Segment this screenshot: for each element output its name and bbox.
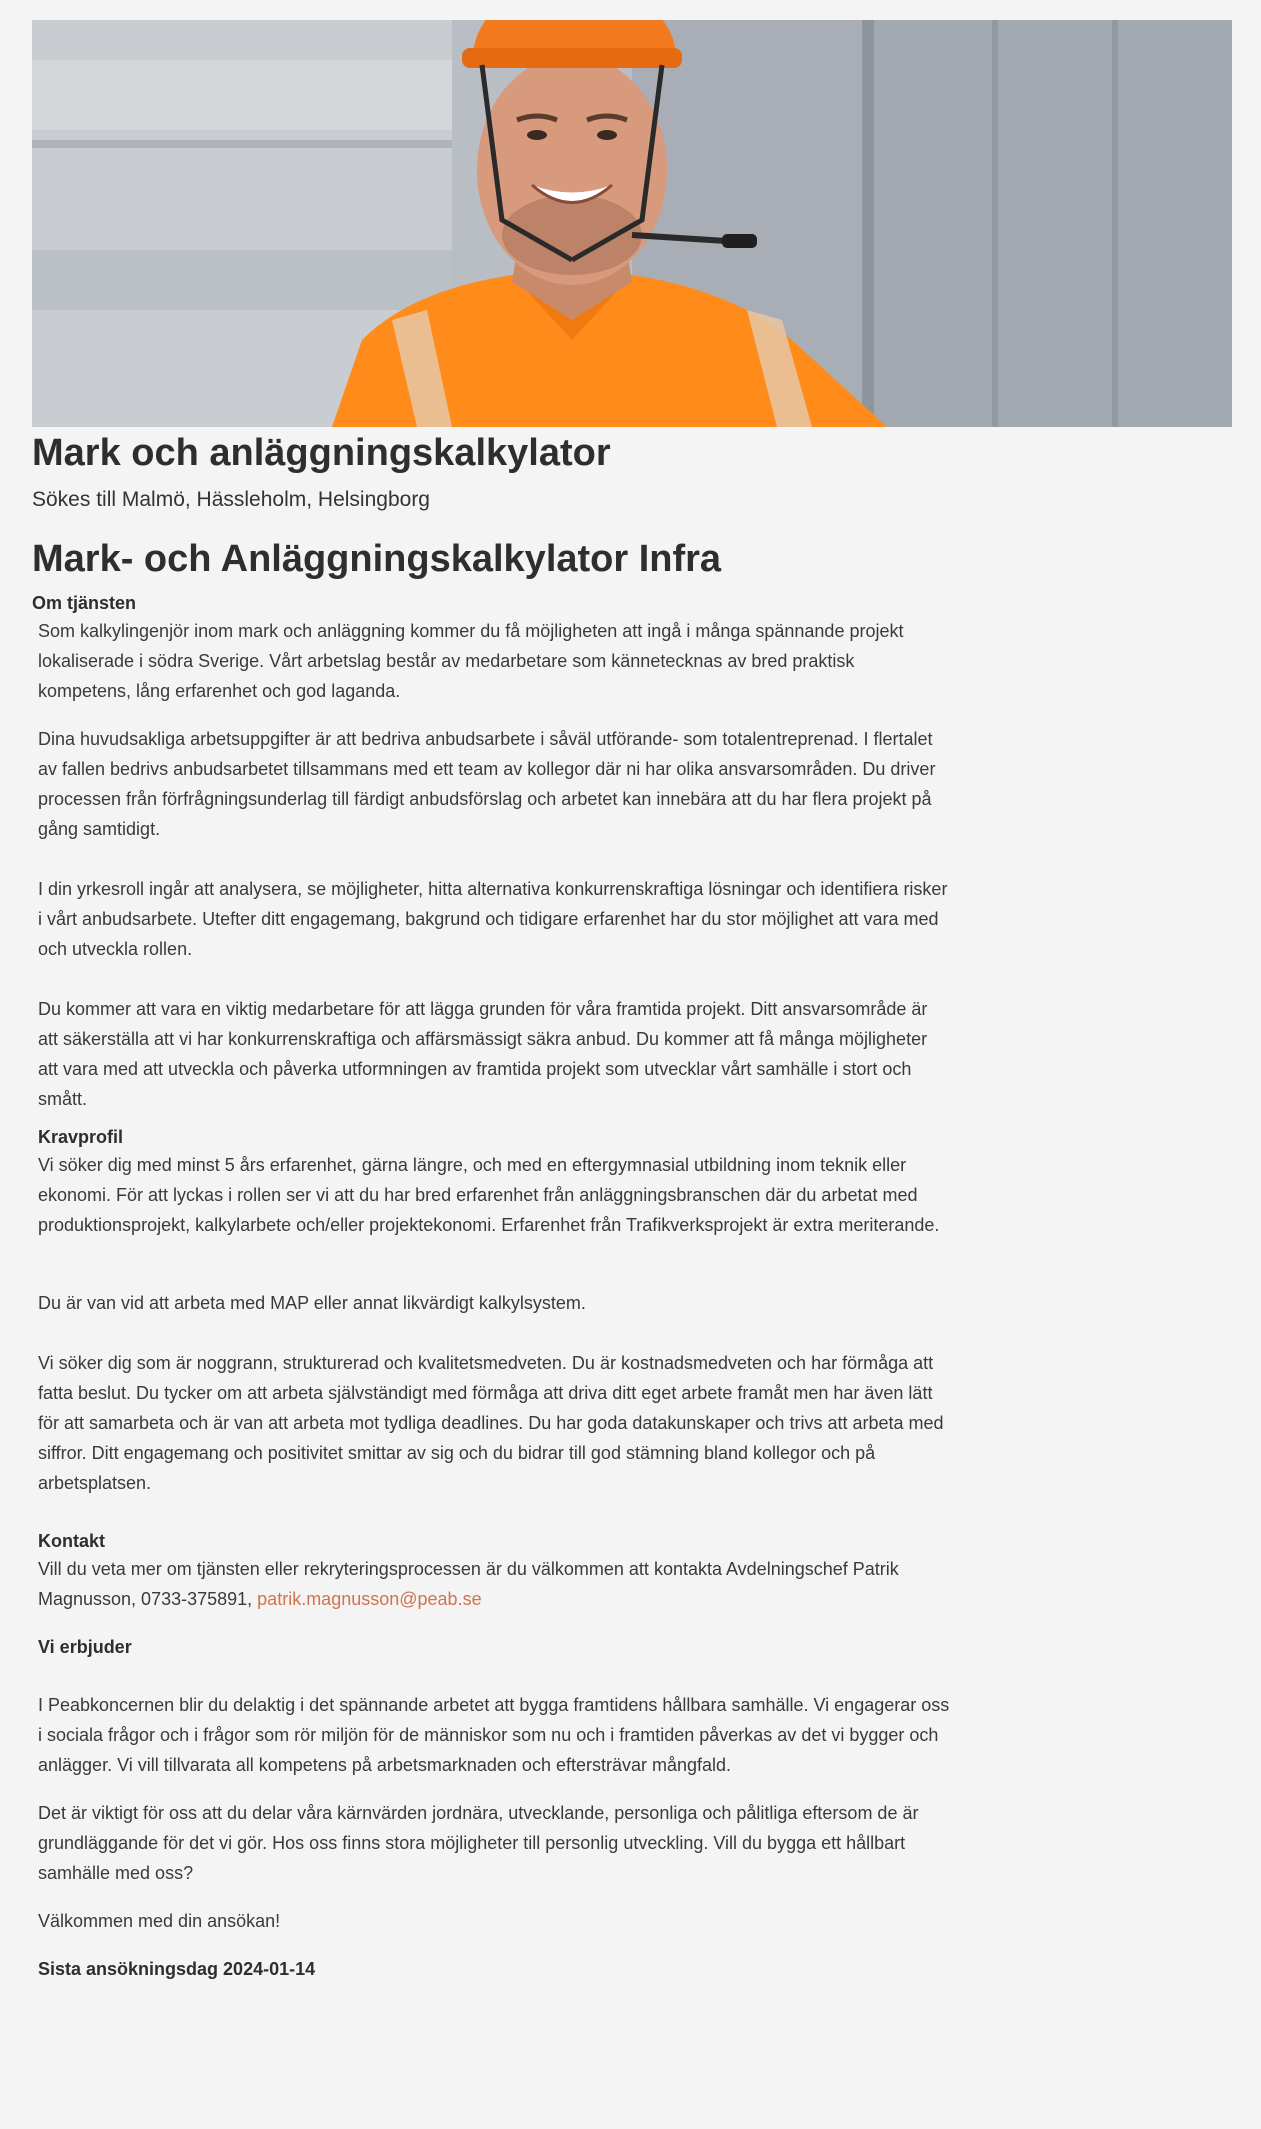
kravprofil-paragraph: Du är van vid att arbeta med MAP eller annat likvärdigt kalkylsystem. (38, 1293, 586, 1313)
om-tjansten-paragraph: Du kommer att vara en viktig medarbetare för att lägga grunden för våra framtida projekt. Ditt ansvarsområde är att säkerställa att vi har konkurrenskraftiga och affärsmässigt säkra anbud. Du kommer att få många möjligheter att vara med att utveckla och påverka utformningen av framtida projekt som utvecklar vårt samhälle i stort och smått. (38, 999, 928, 1109)
section-heading-kravprofil: Kravprofil (38, 1127, 124, 1147)
kontakt-paragraph (38, 1554, 952, 1614)
section-om-tjansten (32, 616, 952, 1982)
section-heading-vi-erbjuder: Vi erbjuder (38, 1637, 132, 1657)
kravprofil-paragraph: Vi söker dig med minst 5 års erfarenhet, gärna längre, och med en eftergymnasial utbildning inom teknik eller ekonomi. För att lyckas i rollen ser vi att du har bred erfarenhet från anläggningsbranschen där du arbetat med produktionsprojekt, kalkylarbete och/eller projektekonomi. Erfarenhet från Trafikverksprojekt är extra meriterande. (38, 1155, 940, 1235)
vi-erbjuder-paragraph: I Peabkoncernen blir du delaktig i det spännande arbetet att bygga framtidens hållbara samhälle. Vi engagerar oss i sociala frågor och i frågor som rör miljön för de människor som nu och i framtiden påverkas av det vi bygger och anlägger. Vi vill tillvarata all kompetens på arbetsmarknaden och eftersträvar mångfald. (38, 1695, 950, 1775)
hero-image (32, 20, 1232, 427)
job-locations: Sökes till Malmö, Hässleholm, Helsingborg (32, 488, 430, 511)
kravprofil-paragraph: Vi söker dig som är noggrann, strukturerad och kvalitetsmedveten. Du är kostnadsmedveten och har förmåga att fatta beslut. Du tycker om att arbeta självständigt med förmåga att driva ditt eget arbete framåt men har även lätt för att samarbeta och är van att arbeta mot tydliga deadlines. Du har goda datakunskaper och trivs att arbeta med siffror. Ditt engagemang och positivitet smittar av sig och du bidrar till god stämning bland kollegor och på arbetsplatsen. (38, 1353, 944, 1493)
section-heading-kontakt: Kontakt (38, 1531, 105, 1551)
om-tjansten-paragraph: Dina huvudsakliga arbetsuppgifter är att bedriva anbudsarbete i såväl utförande- som totalentreprenad. I flertalet av fallen bedrivs anbudsarbetet tillsammans med ett team av kollegor där ni har olika ansvarsområden. Du driver processen från förfrågningsunderlag till färdigt anbudsförslag och arbetet kan innebära att du har flera projekt på gång samtidigt. (38, 729, 936, 839)
om-tjansten-paragraph: Som kalkylingenjör inom mark och anläggning kommer du få möjligheten att ingå i många spännande projekt lokaliserade i södra Sverige. Vårt arbetslag består av medarbetare som kännetecknas av bred praktisk kompetens, lång erfarenhet och god laganda. (38, 621, 904, 701)
vi-erbjuder-paragraph: Det är viktigt för oss att du delar våra kärnvärden jordnära, utvecklande, personliga och pålitliga eftersom de är grundläggande för det vi gör. Hos oss finns stora möjligheter till personlig utveckling. Vill du bygga ett hållbart samhälle med oss? (38, 1803, 919, 1883)
job-heading: Mark- och Anläggningskalkylator Infra (32, 538, 722, 580)
job-title: Mark och anläggningskalkylator (32, 432, 611, 474)
vi-erbjuder-paragraph: Välkommen med din ansökan! (38, 1911, 281, 1931)
kontakt-text: Vill du veta mer om tjänsten eller rekryteringsprocessen är du välkommen att kontakta Avdelningschef Patrik Magnusson, 0733-375891, (38, 1559, 899, 1609)
worker-photo-illustration (32, 20, 1232, 427)
job-content (32, 430, 952, 1982)
section-heading-om-tjansten: Om tjänsten (32, 593, 137, 613)
contact-email-link[interactable]: patrik.magnusson@peab.se (257, 1589, 482, 1609)
om-tjansten-paragraph: I din yrkesroll ingår att analysera, se möjligheter, hitta alternativa konkurrenskraftiga lösningar och identifiera risker i vårt anbudsarbete. Utefter ditt engagemang, bakgrund och tidigare erfarenhet har du stor möjlighet att vara med och utveckla rollen. (38, 879, 948, 959)
application-deadline: Sista ansökningsdag 2024-01-14 (38, 1959, 316, 1979)
